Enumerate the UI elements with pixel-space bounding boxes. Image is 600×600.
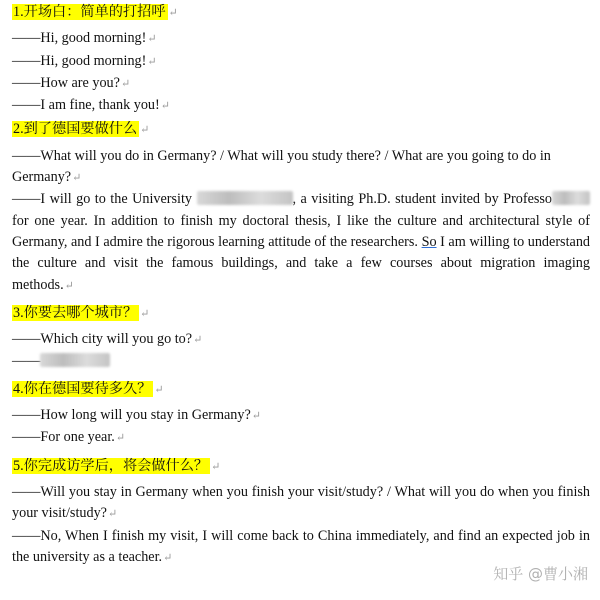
paragraph-mark: ↵	[160, 100, 170, 113]
heading-after-visit	[12, 456, 590, 478]
line-text: ——	[12, 353, 41, 370]
dialogue-line	[12, 427, 590, 449]
paragraph-mark: ↵	[147, 55, 157, 68]
heading-text: 4.你在德国要待多久？	[13, 380, 152, 397]
paragraph-mark: ↵	[168, 7, 178, 19]
line-text: ——How long will you stay in Germany?	[12, 407, 251, 424]
heading-city	[12, 303, 590, 325]
heading-duration	[12, 379, 590, 401]
dialogue-line	[12, 405, 590, 427]
grammar-underlined-word: So	[421, 233, 437, 250]
paragraph-mark: ↵	[64, 279, 74, 292]
heading-opening	[12, 2, 590, 24]
paragraph-mark: ↵	[107, 508, 118, 521]
heading-text: 5.你完成访学后，将会做什么？	[13, 457, 209, 474]
question-text: ——Will you stay in Germany when you finish your visit/study? / What will you do when you finish your visit/study?	[12, 483, 590, 522]
line-text: ——How are you?	[12, 74, 120, 91]
paragraph-mark: ↵	[251, 410, 262, 423]
paragraph-mark: ↵	[154, 383, 164, 396]
answer-paragraph	[12, 189, 590, 296]
answer-text: I am willing to understand the culture and visit the famous buildings, and take a few courses about migration imaging methods.	[12, 233, 591, 293]
watermark: 知乎 @曹小湘	[493, 565, 588, 583]
redacted-professor	[552, 191, 590, 205]
dialogue-line	[12, 95, 590, 117]
paragraph-mark: ↵	[163, 551, 173, 564]
paragraph-mark: ↵	[115, 432, 126, 445]
answer-text: ——No, When I finish my visit, I will come back to China immediately, and find an expected job in the university as a teacher.	[12, 527, 590, 565]
heading-text: 2.到了德国要做什么	[13, 121, 138, 138]
dialogue-line	[12, 73, 590, 95]
heading-germany-plans	[12, 119, 590, 141]
line-text: ——I am fine, thank you!	[12, 97, 160, 114]
answer-text: , a visiting Ph.D. student invited by Professo	[292, 191, 553, 208]
paragraph-mark: ↵	[140, 124, 150, 137]
dialogue-line	[12, 329, 590, 351]
paragraph-mark: ↵	[140, 307, 150, 320]
heading-text: 1.开场白：简单的打招呼	[13, 4, 166, 20]
question-text: ——What will you do in Germany? / What will you study there? / What are you going to do in Germany?	[12, 147, 551, 186]
paragraph-mark: ↵	[120, 77, 131, 90]
document-body	[12, 0, 590, 569]
dialogue-line	[12, 28, 590, 50]
line-text: ——Hi, good morning!	[12, 30, 147, 47]
paragraph-mark: ↵	[211, 460, 221, 473]
answer-text: for one year. In addition to finish my doctoral thesis, I like the culture and architectural style of Germany, and I admire the rigorous learning attitude of the researchers.	[12, 212, 590, 250]
line-text: ——For one year.	[12, 429, 115, 446]
redacted-city	[40, 353, 110, 367]
redacted-university	[197, 191, 293, 205]
line-text: ——Which city will you go to?	[12, 331, 193, 348]
question-paragraph	[12, 482, 590, 526]
dialogue-line	[12, 51, 590, 73]
heading-text: 3.你要去哪个城市？	[13, 304, 138, 321]
question-paragraph	[12, 146, 590, 190]
paragraph-mark: ↵	[193, 334, 203, 347]
line-text: ——Hi, good morning!	[12, 52, 147, 69]
dialogue-line	[12, 351, 590, 372]
paragraph-mark: ↵	[147, 33, 157, 46]
paragraph-mark: ↵	[72, 172, 82, 185]
answer-text: ——I will go to the University	[12, 191, 193, 208]
